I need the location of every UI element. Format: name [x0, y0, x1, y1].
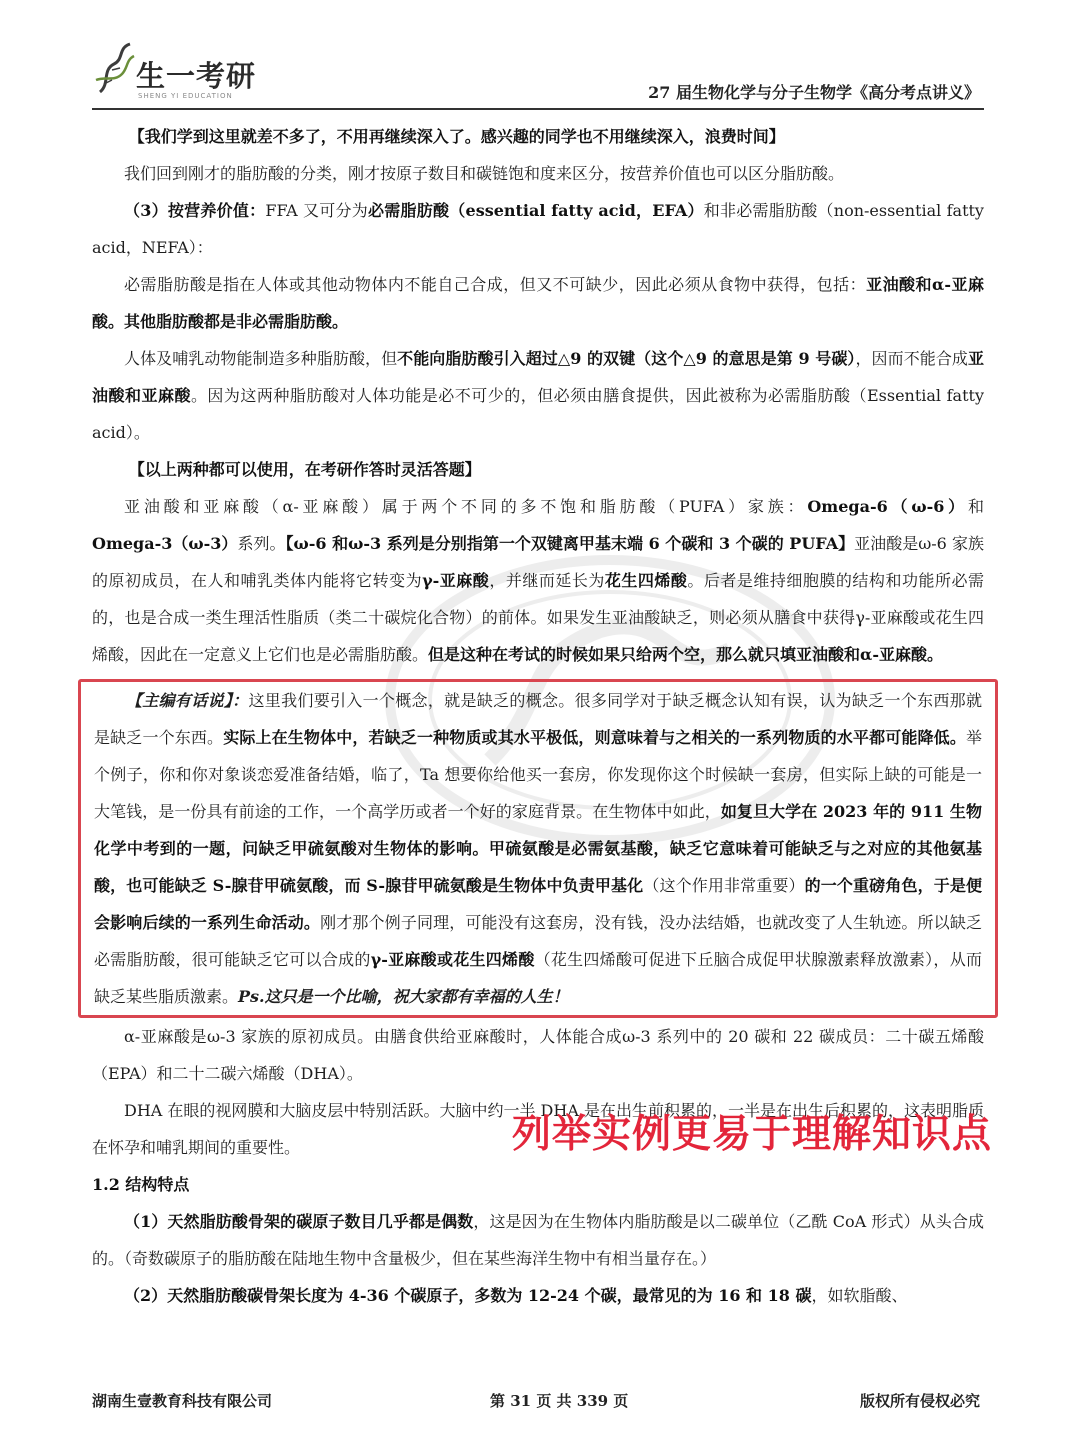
header-title: 27 届生物化学与分子生物学《高分考点讲义》: [648, 83, 980, 102]
brand-logo: [92, 40, 282, 104]
logo-subtitle: SHENG YI EDUCATION: [138, 92, 233, 100]
paragraph: （2）天然脂肪酸碳骨架长度为 4-36 个碳原子，多数为 12-24 个碳，最常见的为 16 和 18 碳，如软脂酸、: [124, 1286, 908, 1305]
paragraph: DHA 在眼的视网膜和大脑皮层中特别活跃。大脑中约一半 DHA 是在出生前积累的，一半是在出生后积累的，这表明脂质在怀孕和哺乳期间的重要性。: [92, 1101, 984, 1157]
editor-note-box: [78, 679, 998, 1018]
paragraph: α-亚麻酸是ω-3 家族的原初成员。由膳食供给亚麻酸时，人体能合成ω-3 系列中的 20 碳和 22 碳成员：二十碳五烯酸（EPA）和二十二碳六烯酸（DHA）。: [92, 1027, 984, 1083]
footer-company: 湖南生壹教育科技有限公司: [92, 1392, 273, 1410]
bracket-note: 【我们学到这里就差不多了，不用再继续深入了。感兴趣的同学也不用继续深入，浪费时间】: [128, 127, 785, 146]
paragraph: 人体及哺乳动物能制造多种脂肪酸，但不能向脂肪酸引入超过△9 的双键（这个△9 的意思是第 9 号碳），因而不能合成亚油酸和亚麻酸。因为这两种脂肪酸对人体功能是必不可少的，但必须由膳食提供，因此被称为必需脂肪酸（Essential fatty acid）。: [92, 349, 984, 442]
paragraph: （1）天然脂肪酸骨架的碳原子数目几乎都是偶数，这是因为在生物体内脂肪酸是以二碳单位（乙酰 CoA 形式）从头合成的。（奇数碳原子的脂肪酸在陆地生物中含量极少，但在某些海洋生物中有相当量存在。）: [92, 1212, 984, 1268]
paragraph: 必需脂肪酸是指在人体或其他动物体内不能自己合成，但又不可缺少，因此必须从食物中获得，包括：亚油酸和α-亚麻酸。其他脂肪酸都是非必需脂肪酸。: [92, 275, 984, 331]
header-divider: [92, 108, 984, 110]
bracket-note: 【以上两种都可以使用，在考研作答时灵活答题】: [128, 460, 481, 479]
paragraph: （3）按营养价值：FFA 又可分为必需脂肪酸（essential fatty acid，EFA）和非必需脂肪酸（non-essential fatty acid，NEFA）：: [92, 201, 984, 257]
editor-note: 【主编有话说】：这里我们要引入一个概念，就是缺乏的概念。很多同学对于缺乏概念认知有误，认为缺乏一个东西那就是缺乏一个东西。实际上在生物体中，若缺乏一种物质或其水平极低，则意味着与之相关的一系列物质的水平都可能降低。举个例子，你和你对象谈恋爱准备结婚，临了，Ta 想要你给他买一套房，你发现你这个时候缺一套房，但实际上缺的可能是一大笔钱，是一份具有前途的工作，一个高学历或者一个好的家庭背景。在生物体中如此，如复旦大学在 2023 年的 911 生物化学中考到的一题，问缺乏甲硫氨酸对生物体的影响。甲硫氨酸是必需氨基酸，缺乏它意味着可能缺乏与之对应的其他氨基酸，也可能缺乏 S-腺苷甲硫氨酸，而 S-腺苷甲硫氨酸是生物体中负责甲基化（这个作用非常重要）的一个重磅角色，于是便会影响后续的一系列生命活动。刚才那个例子同理，可能没有这套房，没有钱，没办法结婚，也就改变了人生轨迹。所以缺乏必需脂肪酸，很可能缺乏它可以合成的γ-亚麻酸或花生四烯酸（花生四烯酸可促进下丘脑合成促甲状腺激素释放激素），从而缺乏某些脂质激素。Ps.这只是一个比喻，祝大家都有幸福的人生！: [94, 691, 982, 1006]
paragraph: 亚油酸和亚麻酸（α-亚麻酸）属于两个不同的多不饱和脂肪酸（PUFA）家族：Omega-6（ω-6）和Omega-3（ω-3）系列。【ω-6 和ω-3 系列是分别指第一个双键离甲基末端 6 个碳和 3 个碳的 PUFA】亚油酸是ω-6 家族的原初成员，在人和哺乳类体内能将它转变为γ-亚麻酸，并继而延长为花生四烯酸。后者是维持细胞膜的结构和功能所必需的，也是合成一类生理活性脂质（类二十碳烷化合物）的前体。如果发生亚油酸缺乏，则必须从膳食中获得γ-亚麻酸或花生四烯酸，因此在一定意义上它们也是必需脂肪酸。但是这种在考试的时候如果只给两个空，那么就只填亚油酸和α-亚麻酸。: [92, 497, 985, 664]
callout-annotation: 列举实例更易于理解知识点: [512, 1112, 993, 1157]
logo-text: 生一考研: [136, 59, 257, 93]
footer-page-number: 第 31 页 共 339 页: [490, 1392, 629, 1410]
paragraph: 我们回到刚才的脂肪酸的分类，刚才按原子数目和碳链饱和度来区分，按营养价值也可以区分脂肪酸。: [124, 164, 845, 183]
dna-logo-icon: [92, 40, 138, 100]
footer-copyright: 版权所有侵权必究: [859, 1392, 980, 1410]
section-heading: 1.2 结构特点: [92, 1175, 190, 1194]
